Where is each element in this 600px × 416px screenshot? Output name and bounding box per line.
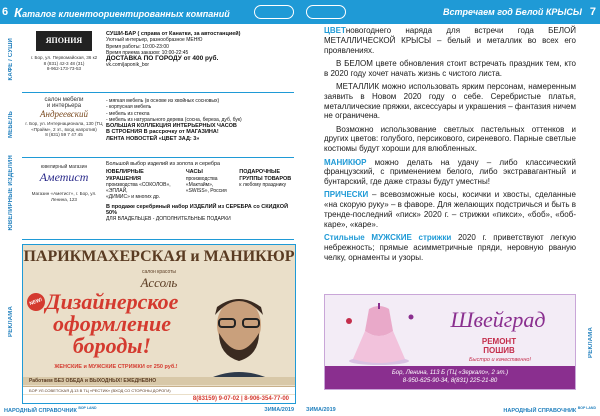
- barber-headline: ПАРИКМАХЕРСКАЯ и МАНИКЮР: [23, 248, 295, 265]
- jewelry-col-2: ЧАСЫ производства «Мактайм», «SWISS», Россия: [185, 169, 227, 195]
- jewelry-col-1: ЮВЕЛИРНЫЕ УКРАШЕНИЯ производства «СОКОЛОВ», «ЭПЛАЙ, «ДИМИС» и многих др.: [106, 169, 171, 201]
- catalog-title-rest: аталог клиентоориентированных компаний: [22, 8, 230, 19]
- article-para-pastel: Возможно использование светлых пастельных оттенков и других цветов: голубого, персикового, сиреневого. Парные светлые костюмы будут хороши для влюбленных.: [324, 124, 576, 154]
- right-footer-brand: НАРОДНЫЙ СПРАВОЧНИК $^{ВОР LAND}$: [503, 406, 596, 414]
- furniture-bullet-3: - мебель из стекла: [106, 110, 150, 117]
- jewelry-promo: В продаже серебряный набор ИЗДЕЛИЙ из СЕРЕБРА со СКИДКОЙ 50%: [106, 203, 289, 217]
- ad-sushi: [22, 27, 294, 93]
- furniture-bullet-1: - мягкая мебель (в основе из хвойных сосновых): [106, 98, 220, 104]
- barber-phones: 8(83159) 9-07-02 | 8-906-354-77-00: [192, 396, 289, 402]
- shveigrad-tagline: Быстро и качественно!: [468, 357, 532, 363]
- right-page-number: 7: [589, 6, 596, 18]
- jewelry-address: Магазин «Аметист», г. Бор, ул. Ленина, 123: [31, 191, 97, 202]
- barber-no-weekends: Работаем БЕЗ ОБЕДА и ВЫХОДНЫХ! ЕЖЕДНЕВНО: [29, 378, 157, 384]
- barber-brand: Ассоль: [140, 275, 178, 290]
- sushi-line-hours: Время работы: 10:00-23:00: [106, 43, 169, 50]
- article-body: [324, 26, 576, 266]
- barber-portrait-icon: [189, 289, 289, 385]
- sushi-line-delivery: ДОСТАВКА ПО ГОРОДУ от 400 руб.: [106, 55, 219, 63]
- sushi-line-menu: Уютный интерьер, разнообразное МЕНЮ: [106, 37, 203, 44]
- barber-address: БОР УЛ.СОВЕТСКАЯ Д.13 В ТЦ «РЕСТИК» (ВХОД СО СТОРОНЫ ДОРОГИ): [29, 388, 171, 393]
- furniture-bold-3: ЛЕНТА НОВОСТЕЙ «ЦВЕТ ЗАД: 3»: [106, 135, 200, 142]
- furniture-brand-line1: салон мебели: [44, 97, 84, 103]
- section-label-jewelry: ЮВЕЛИРНЫЕ ИЗДЕЛИЯ: [8, 155, 14, 231]
- right-page: [300, 0, 600, 416]
- furniture-bold-1: БОЛЬШАЯ КОЛЛЕКЦИЯ ИНТЕРЬЕРНЫХ ЧАСОВ: [106, 123, 237, 130]
- furniture-brand-line2: и интерьера: [46, 103, 82, 109]
- furniture-address: г. Бор, ул. Интернационала, 130 (ТЦ «Прайм», 2 эт., вход напротив): [25, 121, 103, 132]
- article-para-metallic: МЕТАЛЛИК можно использовать ярким персонам, намеренным заявить в Новом 2020 году о себе. Серебристые платья, металлические пряжки, аксессуары и украшения – фантазия ничем не ограничена.: [324, 81, 576, 121]
- right-header-title: Встречаем год Белой КРЫСЫ: [443, 7, 582, 17]
- left-footer-issue: ЗИМА/2019: [264, 407, 294, 413]
- furniture-details: [106, 98, 292, 142]
- shveigrad-address: Бор, Ленина, 113 Б (ТЦ «Зеркало», 2 эт.): [391, 370, 509, 376]
- barber-new-badge: NEW!: [24, 290, 47, 313]
- jewelry-extra: ДЛЯ ВЛАДЕЛЬЦЕВ - ДОПОЛНИТЕЛЬНЫЕ ПОДАРКИ: [106, 216, 231, 223]
- furniture-logo: [24, 97, 104, 138]
- jewelry-logo: [24, 164, 104, 202]
- furniture-phone: 8 (831) 59 7 47 45: [45, 132, 83, 137]
- header-logo-right-icon: [306, 5, 346, 19]
- ad-shveigrad: [324, 294, 576, 390]
- barber-contact-bar: [23, 386, 295, 394]
- article-para-white: В БЕЛОМ цвете обновления стоит встречать праздник тем, кто в 2020 году хочет начать жизнь с чистого листа.: [324, 58, 576, 78]
- sushi-logo: [24, 31, 104, 72]
- right-footer-issue: ЗИМА/2019: [306, 407, 336, 413]
- furniture-bullet-2: - корпусная мебель: [106, 104, 152, 111]
- article-para-mens: Стильные МУЖСКИЕ стрижки 2020 г. приветствуют легкую небрежность; прямые асимметричные пряди, неровную рваную челку, орнаменты и узоры.: [324, 233, 576, 262]
- sushi-line-title: СУШИ-БАР ( справа от Канатки, за автостанцией): [106, 31, 241, 37]
- right-header-bar: [300, 0, 600, 24]
- jewelry-col-3: ПОДАРОЧНЫЕ ГРУППЫ ТОВАРОВ к любому празднику: [239, 169, 292, 188]
- barber-slogan: Дизайнерское оформление бороды!: [45, 289, 179, 358]
- left-footer-brand: НАРОДНЫЙ СПРАВОЧНИК $^{ВОР LAND}$: [4, 406, 97, 414]
- sushi-logo-mark: ЯПОНИЯ: [36, 31, 92, 51]
- right-footer: [300, 404, 600, 416]
- jewelry-details: [106, 161, 292, 223]
- sushi-address: г. Бор, ул. Первомайская, 36 к2: [30, 55, 98, 60]
- ad-barber: [22, 244, 296, 404]
- left-footer: [0, 404, 300, 416]
- article-para-hairstyles: ПРИЧЕСКИ – всевозможные косы, косички и хвосты, сделанные «на скорую руку» – в фаворе. Для желающих подстричься и быть в тренде-последний «писк» 2020 г. – стрижки «пикси», «боб», «боб-каре», «каре».: [324, 190, 576, 229]
- section-label-furniture: МЕБЕЛЬ: [8, 111, 14, 139]
- ad-furniture: [22, 94, 294, 158]
- jewelry-headline: Большой выбор изделий из золота и серебра: [106, 161, 220, 167]
- sushi-line-orders: Время приема заказов: 10:00-22:45: [106, 49, 189, 56]
- section-label-cafe: КАФЕ / СУШИ: [8, 37, 14, 81]
- barber-no-weekends-bar: [23, 377, 295, 385]
- jewelry-tag: ювелирный магазин: [40, 164, 88, 170]
- catalog-title-initial: К: [14, 4, 23, 20]
- shveigrad-contacts: [325, 366, 575, 389]
- shveigrad-phones: 8-950-625-90-34, 8(831) 225-21-80: [402, 377, 498, 384]
- shveigrad-services: РЕМОНТ ПОШИВ: [481, 337, 517, 355]
- side-label-ads-left: РЕКЛАМА: [8, 305, 14, 337]
- furniture-brand-script: Андреевский: [40, 109, 88, 119]
- furniture-bullet-4: - мебель из натурального дерева (сосна, береза, дуб, бук): [106, 116, 242, 123]
- barber-price: ЖЕНСКИЕ и МУЖСКИЕ СТРИЖКИ от 250 руб.!: [54, 364, 178, 370]
- shveigrad-brand: Швейград: [450, 307, 546, 332]
- barber-salon-label: салон красоты: [141, 269, 177, 275]
- jewelry-brand: Аметист: [39, 170, 89, 184]
- left-page-number: 6: [2, 6, 9, 18]
- sewing-mannequin-icon: [335, 301, 423, 367]
- left-header-bar: [0, 0, 300, 24]
- jewelry-columns: [106, 169, 292, 200]
- header-logo-icon: [254, 5, 294, 19]
- catalog-title: [14, 5, 230, 20]
- ad-jewelry: [22, 158, 294, 240]
- side-label-ads-right: РЕКЛАМА: [588, 326, 594, 358]
- article-para-manicure: МАНИКЮР можно делать на удачу – либо классический французский, с применением белого, либо экстравагантный и бунтарский, где даже стразы будут уместны!: [324, 157, 576, 187]
- sushi-details: [106, 31, 292, 69]
- sushi-phones: 8 (831) 42-3 48 (31) 8-962-173-73-53: [43, 60, 85, 71]
- article-para-color: ЦВЕТновогоднего наряда для встречи года БЕЛОЙ МЕТАЛЛИЧЕСКОЙ КРЫСЫ – белый и металлик во всех его проявлениях.: [324, 26, 576, 55]
- barber-phones-bar: [23, 395, 295, 403]
- furniture-bold-2: В СТРОЕНИЯ В рассрочку от МАГАЗИНА!: [106, 129, 219, 136]
- sushi-line-vk[interactable]: vk.com/japonik_bor: [106, 62, 150, 69]
